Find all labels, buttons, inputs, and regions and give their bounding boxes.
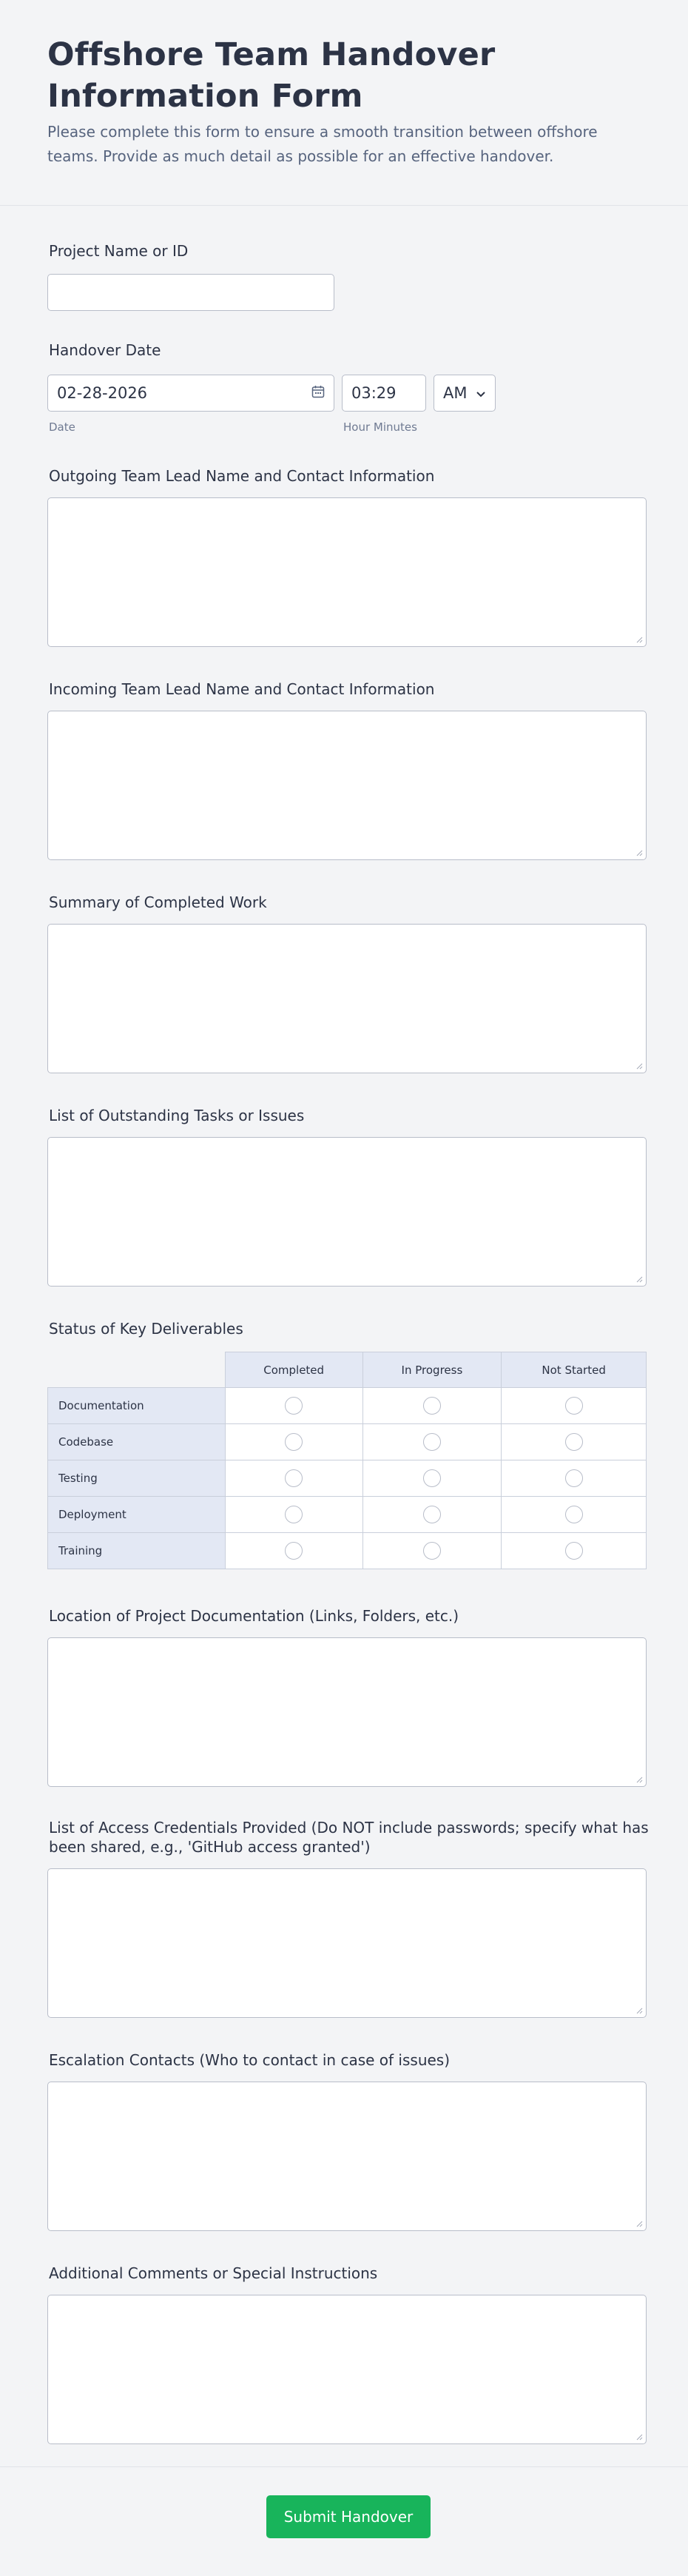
documentation-location-label: Location of Project Documentation (Links, Folders, etc.) bbox=[49, 1607, 459, 1625]
matrix-row bbox=[48, 1460, 647, 1497]
resize-grip-icon[interactable] bbox=[635, 636, 643, 643]
date-input[interactable] bbox=[47, 375, 334, 412]
matrix-cell bbox=[362, 1424, 502, 1460]
matrix-row-label: Training bbox=[48, 1533, 226, 1569]
matrix-row bbox=[48, 1533, 647, 1569]
matrix-col-not-started: Not Started bbox=[502, 1352, 647, 1388]
project-name-label: Project Name or ID bbox=[49, 242, 189, 260]
resize-grip-icon[interactable] bbox=[635, 1275, 643, 1283]
documentation-location-textarea[interactable] bbox=[47, 1637, 647, 1787]
form-title: Offshore Team Handover Information Form bbox=[47, 36, 496, 115]
matrix-row bbox=[48, 1424, 647, 1460]
radio-button[interactable] bbox=[285, 1469, 303, 1487]
resize-grip-icon[interactable] bbox=[635, 2007, 643, 2014]
radio-button[interactable] bbox=[285, 1397, 303, 1415]
submit-handover-button[interactable]: Submit Handover bbox=[266, 2495, 431, 2538]
outstanding-tasks-label: List of Outstanding Tasks or Issues bbox=[49, 1107, 305, 1124]
resize-grip-icon[interactable] bbox=[635, 1062, 643, 1070]
radio-button[interactable] bbox=[285, 1542, 303, 1560]
radio-button[interactable] bbox=[423, 1506, 441, 1523]
matrix-row bbox=[48, 1388, 647, 1424]
ampm-select[interactable] bbox=[434, 375, 496, 412]
calendar-icon[interactable] bbox=[311, 385, 325, 401]
radio-button[interactable] bbox=[423, 1542, 441, 1560]
radio-button[interactable] bbox=[285, 1433, 303, 1451]
incoming-lead-textarea[interactable] bbox=[47, 711, 647, 860]
matrix-cell bbox=[225, 1424, 362, 1460]
date-sublabel: Date bbox=[49, 420, 75, 434]
form-footer bbox=[0, 2466, 688, 2576]
resize-grip-icon[interactable] bbox=[635, 2433, 643, 2441]
access-credentials-label: List of Access Credentials Provided (Do NOT include passwords; specify what has been shared, e.g., 'GitHub access granted') bbox=[49, 1819, 649, 1856]
matrix-cell bbox=[362, 1388, 502, 1424]
resize-grip-icon[interactable] bbox=[635, 849, 643, 856]
matrix-cell bbox=[225, 1533, 362, 1569]
project-name-input[interactable] bbox=[47, 274, 334, 311]
additional-comments-textarea[interactable] bbox=[47, 2295, 647, 2444]
matrix-cell bbox=[225, 1460, 362, 1497]
radio-button[interactable] bbox=[423, 1469, 441, 1487]
time-value: 03:29 bbox=[351, 384, 397, 402]
outgoing-lead-label: Outgoing Team Lead Name and Contact Information bbox=[49, 467, 435, 485]
matrix-cell bbox=[362, 1497, 502, 1533]
matrix-cell bbox=[502, 1533, 647, 1569]
escalation-contacts-label: Escalation Contacts (Who to contact in case of issues) bbox=[49, 2051, 451, 2069]
matrix-cell bbox=[225, 1388, 362, 1424]
matrix-row-label: Codebase bbox=[48, 1424, 226, 1460]
time-input[interactable] bbox=[342, 375, 426, 412]
deliverables-matrix bbox=[47, 1352, 647, 1569]
access-credentials-textarea[interactable] bbox=[47, 1868, 647, 2018]
radio-button[interactable] bbox=[565, 1542, 583, 1560]
radio-button[interactable] bbox=[423, 1397, 441, 1415]
resize-grip-icon[interactable] bbox=[635, 2220, 643, 2227]
matrix-row-label: Documentation bbox=[48, 1388, 226, 1424]
matrix-col-in-progress: In Progress bbox=[362, 1352, 502, 1388]
chevron-down-icon bbox=[476, 384, 486, 402]
matrix-cell bbox=[502, 1497, 647, 1533]
matrix-corner bbox=[48, 1352, 226, 1388]
matrix-cell bbox=[502, 1388, 647, 1424]
form-header bbox=[0, 0, 688, 206]
outgoing-lead-textarea[interactable] bbox=[47, 497, 647, 647]
outstanding-tasks-textarea[interactable] bbox=[47, 1137, 647, 1287]
additional-comments-label: Additional Comments or Special Instructions bbox=[49, 2264, 378, 2282]
time-sublabel: Hour Minutes bbox=[343, 420, 417, 434]
matrix-cell bbox=[225, 1497, 362, 1533]
matrix-col-completed: Completed bbox=[225, 1352, 362, 1388]
matrix-cell bbox=[362, 1460, 502, 1497]
resize-grip-icon[interactable] bbox=[635, 1776, 643, 1783]
form-subtitle: Please complete this form to ensure a smooth transition between offshore teams. Provide as much detail as possible for an effective handover. bbox=[47, 123, 598, 165]
matrix-row bbox=[48, 1497, 647, 1533]
radio-button[interactable] bbox=[565, 1469, 583, 1487]
ampm-value: AM bbox=[443, 384, 468, 402]
radio-button[interactable] bbox=[565, 1397, 583, 1415]
incoming-lead-label: Incoming Team Lead Name and Contact Information bbox=[49, 680, 435, 698]
matrix-cell bbox=[502, 1460, 647, 1497]
deliverables-label: Status of Key Deliverables bbox=[49, 1320, 243, 1338]
date-value: 02-28-2026 bbox=[57, 384, 148, 402]
completed-work-label: Summary of Completed Work bbox=[49, 893, 267, 911]
radio-button[interactable] bbox=[565, 1506, 583, 1523]
matrix-cell bbox=[362, 1533, 502, 1569]
escalation-contacts-textarea[interactable] bbox=[47, 2082, 647, 2231]
radio-button[interactable] bbox=[565, 1433, 583, 1451]
radio-button[interactable] bbox=[423, 1433, 441, 1451]
matrix-row-label: Deployment bbox=[48, 1497, 226, 1533]
matrix-row-label: Testing bbox=[48, 1460, 226, 1497]
completed-work-textarea[interactable] bbox=[47, 924, 647, 1073]
matrix-cell bbox=[502, 1424, 647, 1460]
radio-button[interactable] bbox=[285, 1506, 303, 1523]
handover-date-label: Handover Date bbox=[49, 341, 161, 359]
